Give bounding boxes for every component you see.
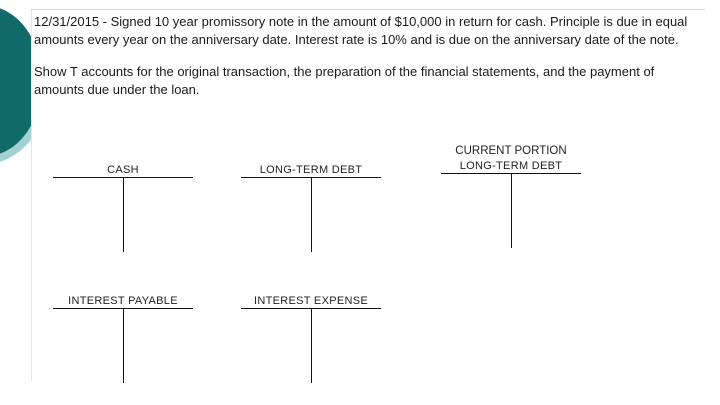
problem-text: [34, 13, 694, 113]
t-account-current-portion: [441, 144, 581, 248]
problem-statement: 12/31/2015 - Signed 10 year promissory note in the amount of $10,000 in return for cash. Principle is due in equal amounts every year on the anniversary date. Interest rate is 10% and is due on the anniversary date of the note.: [34, 14, 688, 47]
t-account-title: INTEREST PAYABLE: [68, 295, 178, 307]
t-account-long-term-debt: [241, 163, 381, 252]
t-account-title: LONG-TERM DEBT: [459, 160, 563, 172]
t-account-interest-payable: [53, 294, 193, 383]
t-account-title-top: CURRENT PORTION: [455, 145, 567, 157]
t-account-interest-expense: [241, 294, 381, 383]
t-account-title: INTEREST EXPENSE: [253, 295, 368, 307]
t-account-title: LONG-TERM DEBT: [259, 164, 363, 176]
t-account-title: CASH: [107, 164, 139, 176]
t-account-stem: [123, 178, 124, 252]
t-account-stem: [311, 178, 312, 252]
t-account-stem: [123, 309, 124, 383]
top-rule: [31, 9, 705, 10]
t-account-stem: [311, 309, 312, 383]
problem-instruction: Show T accounts for the original transaction, the preparation of the financial statements, and the payment of amounts due under the loan.: [34, 64, 655, 97]
t-account-cash: [53, 163, 193, 252]
t-account-stem: [511, 174, 512, 248]
